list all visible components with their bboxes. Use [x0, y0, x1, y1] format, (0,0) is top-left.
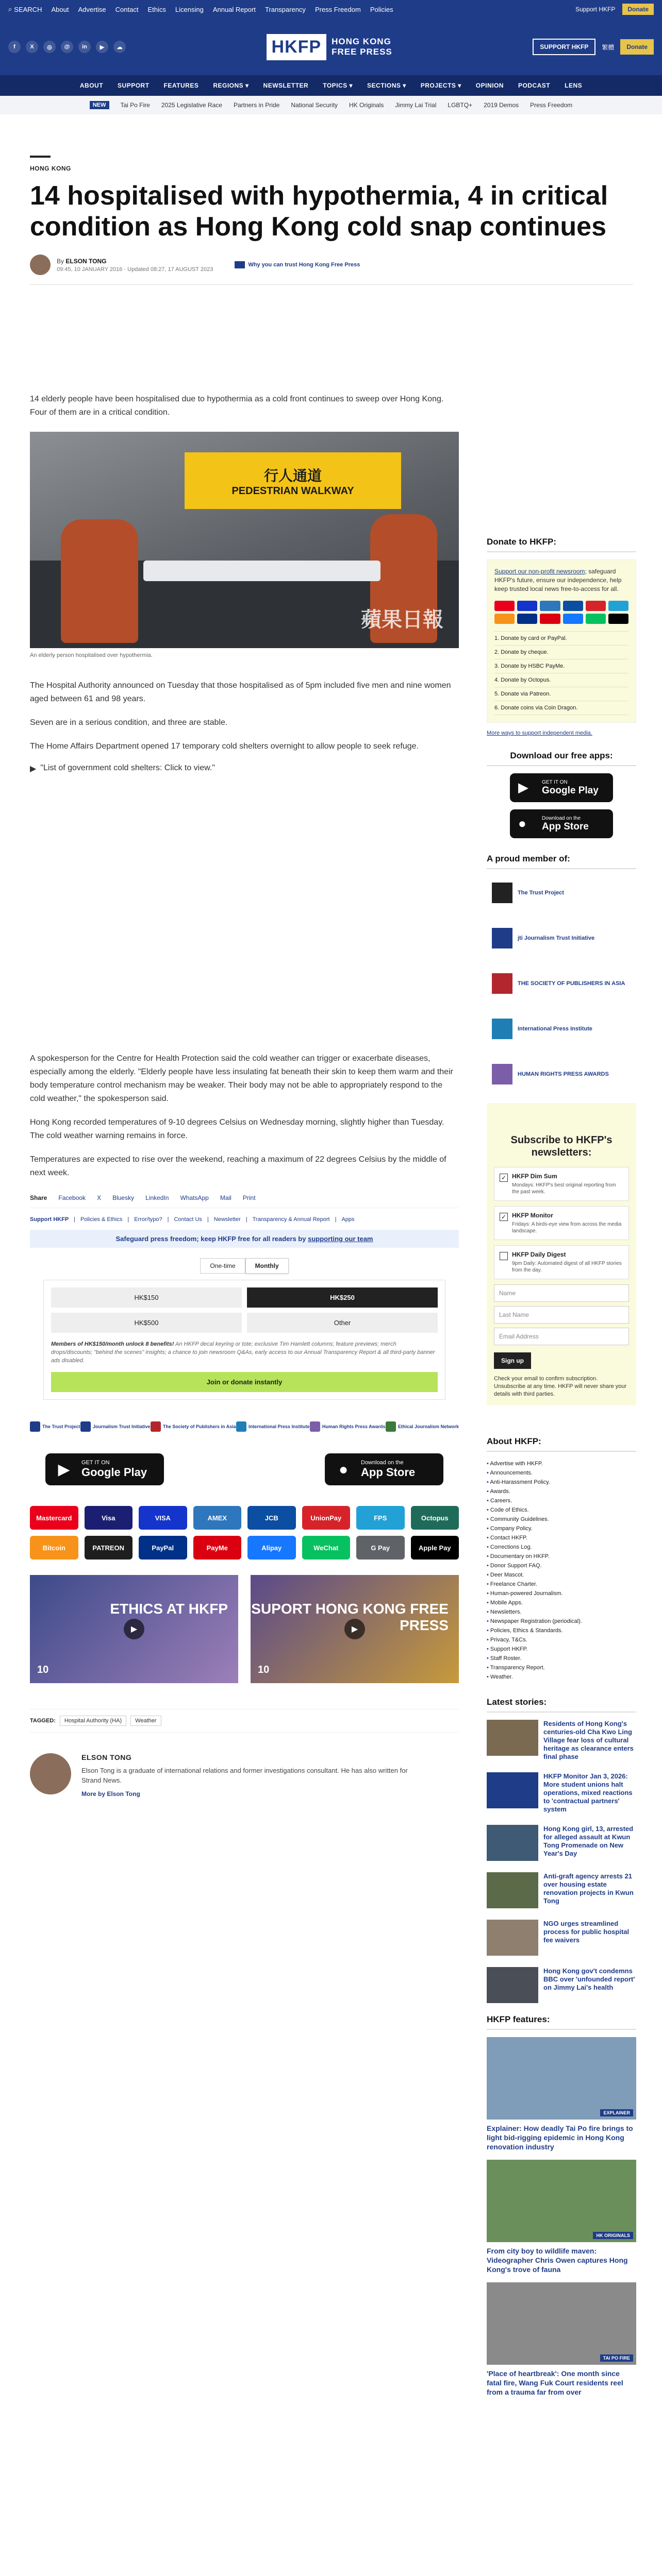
feature-image[interactable] [487, 2160, 636, 2242]
payment-logo[interactable]: G Pay [356, 1536, 405, 1560]
story-thumbnail[interactable] [487, 1967, 538, 2003]
trending-link[interactable]: LGBTQ+ [448, 101, 473, 109]
topbar-link-about[interactable]: About [51, 5, 69, 13]
sidebar-google-play-button[interactable]: ▶ GET IT ON Google Play [510, 773, 613, 802]
trending-link[interactable]: Tai Po Fire [120, 101, 150, 109]
about-link[interactable]: • Newsletters. [487, 1607, 636, 1617]
apps-link[interactable]: Apps [341, 1216, 355, 1223]
newsletter-name: HKFP Dim Sum [512, 1173, 557, 1180]
donate-method[interactable]: 2. Donate by cheque. [494, 646, 628, 659]
member-logo-text: The Trust Project [518, 890, 564, 896]
trending-link[interactable]: National Security [291, 101, 338, 109]
payment-logo[interactable]: AMEX [193, 1506, 242, 1530]
hero-image[interactable] [30, 432, 459, 648]
card-logo [494, 601, 515, 611]
article-paragraph: Temperatures are expected to rise over the weekend, reaching a maximum of 22 degrees Celsius by the middle of next week. [30, 1155, 446, 1177]
latest-stories [487, 1720, 636, 2003]
member-benefits: Members of HK$150/month unlock 8 benefits! An HKFP decal keyring or tote; exclusive Tim Hamlett columns; feature previews; merch drops/discounts; "behind the scenes" insights; a chance to join newsroom Q&As, early access to our Annual Transparency Report & all third-party banner ads disabled. [51, 1341, 435, 1364]
about-link[interactable]: • Policies, Ethics & Standards. [487, 1626, 636, 1635]
payment-methods [30, 1506, 459, 1560]
more-ways-link[interactable]: More ways to support independent media. [487, 730, 592, 736]
badge[interactable]: Journalism Trust Initiative [80, 1420, 151, 1433]
feature-headline[interactable]: 'Place of heartbreak': One month since fatal fire, Wang Fuk Court residents reel from a trauma far from over [487, 2369, 623, 2396]
latest-title: Latest stories: [487, 1697, 636, 1713]
video-promos [30, 1575, 459, 1683]
sidebar [487, 537, 636, 2405]
member-logo[interactable] [487, 1058, 636, 1091]
article-header [30, 156, 633, 285]
play-icon[interactable]: ▶ [124, 1619, 144, 1639]
amount-option-selected[interactable]: HK$250 [247, 1287, 438, 1308]
about-link[interactable]: • Anti-Harassment Policy. [487, 1478, 636, 1487]
monthly-tab[interactable]: Monthly [245, 1258, 289, 1274]
newsletter-description: Fridays: A birds-eye view from across the media landscape. [512, 1222, 622, 1234]
about-link[interactable]: • Documentary on HKFP. [487, 1552, 636, 1561]
sign-up-button[interactable]: Sign up [494, 1352, 531, 1369]
card-logo [563, 614, 583, 624]
proud-member-title: A proud member of: [487, 854, 636, 869]
disclosure-triangle-icon: ▶ [30, 765, 37, 773]
apple-icon: ● [518, 816, 526, 831]
amount-option[interactable]: HK$500 [51, 1313, 242, 1333]
article-body [30, 393, 459, 1798]
features-title: HKFP features: [487, 2014, 636, 2030]
about-link[interactable]: • Support HKFP. [487, 1645, 636, 1654]
google-play-icon: ▶ [518, 779, 528, 795]
main-nav [0, 75, 662, 96]
card-logo [540, 614, 560, 624]
feature-story[interactable] [487, 2160, 636, 2274]
payment-logo[interactable]: Bitcoin [30, 1536, 78, 1560]
amount-option-other[interactable]: Other [247, 1313, 438, 1333]
about-link[interactable]: • Community Guidelines. [487, 1515, 636, 1524]
article-paragraph: A spokesperson for the Centre for Health Protection said the cold weather can trigger or exacerbate diseases, especially among the elderly. "Elderly people have less insulating fat beneath their skin to keep them warm and their body temperature control mechanism may be weaker. Their body may not be able to appropriately respond to the cold weather," the spokesperson said. [30, 1054, 453, 1103]
member-logo[interactable] [487, 967, 636, 1000]
nav-lens[interactable]: LENS [565, 82, 583, 89]
member-logos [487, 876, 636, 1091]
about-link[interactable]: • Newspaper Registration (periodical). [487, 1617, 636, 1626]
share-whatsapp[interactable]: WhatsApp [180, 1194, 209, 1201]
about-link[interactable]: • Freelance Charter. [487, 1580, 636, 1589]
member-logo-text: HUMAN RIGHTS PRESS AWARDS [518, 1071, 609, 1077]
feature-label: TAI PO FIRE [600, 2354, 633, 2362]
story-thumbnail[interactable] [487, 1920, 538, 1956]
tag[interactable]: Hospital Authority (HA) [60, 1716, 126, 1726]
topbar-link-advertise[interactable]: Advertise [78, 5, 106, 13]
share-label: Share [30, 1194, 47, 1201]
about-link[interactable]: • Awards. [487, 1487, 636, 1496]
join-donate-button[interactable]: Join or donate instantly [51, 1372, 438, 1392]
newsletter-checkbox[interactable]: ✓ [500, 1174, 508, 1182]
badge[interactable]: International Press Institute [236, 1420, 310, 1433]
donate-title: Donate to HKFP: [487, 537, 636, 552]
trust-badge-icon [235, 261, 245, 268]
amount-option[interactable]: HK$150 [51, 1287, 242, 1308]
error-link[interactable]: Error/typo? [134, 1216, 162, 1223]
about-link[interactable]: • Deer Mascot. [487, 1570, 636, 1580]
payment-logo[interactable]: WeChat [302, 1536, 351, 1560]
masthead-donate-button[interactable]: Donate [620, 39, 654, 55]
about-links [487, 1459, 636, 1682]
share-bluesky[interactable]: Bluesky [112, 1194, 135, 1201]
nav-projects[interactable]: PROJECTS ▾ [420, 82, 461, 89]
card-logo [608, 614, 628, 624]
feature-headline[interactable]: Explainer: How deadly Tai Po fire brings to light bid-rigging epidemic in Hong Kong renovation industry [487, 2124, 633, 2151]
nav-sections[interactable]: SECTIONS ▾ [367, 82, 406, 89]
topbar-link-press-freedom[interactable]: Press Freedom [315, 5, 361, 13]
article-dates: 09:45, 10 JANUARY 2016 · Updated 08:27, 17 AUGUST 2023 [57, 266, 213, 273]
search-button[interactable]: ⌕ SEARCH [8, 5, 42, 13]
card-logo [494, 614, 515, 624]
donate-panel [487, 560, 636, 723]
google-play-icon: ▶ [58, 1461, 70, 1478]
tags-label: TAGGED: [30, 1718, 56, 1724]
support-hkfp-link[interactable]: Support HKFP [30, 1216, 69, 1223]
author-box [30, 1753, 459, 1798]
latest-story[interactable] [487, 1920, 636, 1956]
article-lede: 14 elderly people have been hospitalised due to hypothermia as a cold front continues to sweep over Hong Kong. Four of them are in a critical condition. [30, 395, 444, 417]
non-profit-link[interactable]: Support our non-profit newsroom [494, 568, 585, 575]
donate-method[interactable]: 1. Donate by card or PayPal. [494, 632, 628, 646]
ten-years-badge: 10 [258, 1664, 270, 1675]
email-input[interactable]: Email Address [494, 1328, 629, 1345]
author-name[interactable]: ELSON TONG [81, 1753, 132, 1761]
tag[interactable]: Weather [130, 1716, 161, 1726]
logo-mark: HKFP [267, 34, 327, 60]
badge[interactable]: The Society of Publishers in Asia [151, 1420, 236, 1433]
card-logo [517, 614, 537, 624]
apps-title: Download our free apps: [487, 751, 636, 766]
about-link[interactable]: • Announcements. [487, 1468, 636, 1478]
member-logo[interactable] [487, 1012, 636, 1045]
card-logo [586, 614, 606, 624]
donate-widget [43, 1258, 445, 1400]
article-paragraph: The Hospital Authority announced on Tuesday that those hospitalised as of 5pm included five men and nine women aged between 61 and 98 years. [30, 681, 451, 703]
support-video[interactable]: SUPORT HONG KONG FREE PRESS ▶ 10 [251, 1575, 459, 1683]
share-print[interactable]: Print [242, 1194, 256, 1201]
newsletter-name: HKFP Monitor [512, 1212, 553, 1219]
share-bar [30, 1194, 459, 1208]
author-avatar[interactable] [30, 255, 51, 275]
nav-podcast[interactable]: PODCAST [518, 82, 551, 89]
youtube-icon[interactable]: ▶ [96, 41, 108, 53]
nav-support[interactable]: SUPPORT [118, 82, 150, 89]
feature-image[interactable] [487, 2037, 636, 2120]
amount-panel [43, 1280, 445, 1400]
story-thumbnail[interactable] [487, 1872, 538, 1908]
card-logo [586, 601, 606, 611]
transparency-link[interactable]: Transparency & Annual Report [252, 1216, 330, 1223]
trending-link[interactable]: Press Freedom [530, 101, 573, 109]
threads-icon[interactable]: @ [61, 41, 73, 53]
nav-newsletter[interactable]: NEWSLETTER [263, 82, 309, 89]
ethics-video[interactable]: ETHICS AT HKFP ▶ 10 [30, 1575, 238, 1683]
topbar-link-licensing[interactable]: Licensing [175, 5, 204, 13]
about-link[interactable]: • Advertise with HKFP. [487, 1459, 636, 1468]
feature-headline[interactable]: From city boy to wildlife maven: Videographer Chris Owen captures Hong Kong's trove of fauna [487, 2247, 628, 2274]
story-thumbnail[interactable] [487, 1825, 538, 1861]
topbar-link-policies[interactable]: Policies [370, 5, 393, 13]
nav-features[interactable]: FEATURES [163, 82, 199, 89]
payment-logo[interactable]: PayPal [139, 1536, 187, 1560]
share-x[interactable]: X [97, 1194, 102, 1201]
member-badges [30, 1420, 459, 1433]
feature-label: EXPLAINER [600, 2109, 633, 2116]
payment-logo[interactable]: JCB [247, 1506, 296, 1530]
member-logo-mark [492, 1019, 512, 1039]
trending-link[interactable]: 2019 Demos [484, 101, 519, 109]
subscribe-title: Subscribe to HKFP's newsletters: [510, 1134, 613, 1158]
donate-methods [494, 631, 628, 715]
badge[interactable]: The Trust Project [30, 1420, 80, 1433]
policies-link[interactable]: Policies & Ethics [80, 1216, 123, 1223]
about-link[interactable]: • Weather. [487, 1672, 636, 1682]
feature-image[interactable] [487, 2282, 636, 2365]
about-link[interactable]: • Staff Roster. [487, 1654, 636, 1663]
payment-logo[interactable]: FPS [356, 1506, 405, 1530]
member-logo[interactable] [487, 922, 636, 955]
payment-logo[interactable]: Octopus [411, 1506, 459, 1530]
nav-regions[interactable]: REGIONS ▾ [213, 82, 249, 89]
about-link[interactable]: • Code of Ethics. [487, 1505, 636, 1515]
latest-story[interactable] [487, 1872, 636, 1908]
article-paragraph: Seven are in a serious condition, and three are stable. [30, 718, 228, 727]
trending-link[interactable]: Partners in Pride [233, 101, 280, 109]
newsletter-description: Mondays: HKFP's best original reporting from the past week. [512, 1182, 616, 1195]
payment-logo[interactable]: Mastercard [30, 1506, 78, 1530]
badge[interactable]: Human Rights Press Awards [310, 1420, 386, 1433]
member-logo-mark [492, 1064, 512, 1084]
search-icon: ⌕ [8, 5, 12, 13]
card-logo [517, 601, 537, 611]
payment-logo[interactable]: Apple Pay [411, 1536, 459, 1560]
site-logo[interactable] [267, 34, 392, 60]
about-link[interactable]: • Donor Support FAQ. [487, 1561, 636, 1570]
share-mail[interactable]: Mail [220, 1194, 231, 1201]
feature-story[interactable] [487, 2037, 636, 2151]
donate-method[interactable]: 3. Donate by HSBC PayMe. [494, 659, 628, 673]
story-thumbnail[interactable] [487, 1720, 538, 1756]
about-link[interactable]: • Human-powered Journalism. [487, 1589, 636, 1598]
topbar-link-contact[interactable]: Contact [115, 5, 139, 13]
topbar-link-ethics[interactable]: Ethics [147, 5, 166, 13]
logo-words: HONG KONG FREE PRESS [332, 37, 392, 57]
topbar-donate-button[interactable]: Donate [622, 4, 654, 15]
story-headline[interactable]: Hong Kong gov't condemns BBC over 'unfounded report' on Jimmy Lai's health [543, 1967, 635, 1991]
topbar-support-link[interactable]: Support HKFP [575, 6, 616, 13]
support-hkfp-button[interactable]: SUPPORT HKFP [533, 39, 595, 55]
payment-logo[interactable]: UnionPay [302, 1506, 351, 1530]
name-input[interactable]: Name [494, 1284, 629, 1302]
feature-label: HK ORIGINALS [593, 2232, 633, 2239]
trending-link[interactable]: 2025 Legislative Race [161, 101, 222, 109]
article-paragraph: Hong Kong recorded temperatures of 9-10 degrees Celsius on Wednesday morning, slightly higher than Tuesday. The cold weather warning remains in force. [30, 1118, 444, 1140]
kicker-rule [30, 156, 51, 158]
story-headline[interactable]: Residents of Hong Kong's centuries-old Cha Kwo Ling Village fear loss of cultural heritage as clearance enters final phase [543, 1720, 634, 1760]
trending-link[interactable]: Jimmy Lai Trial [395, 101, 437, 109]
member-logo-text: jti Journalism Trust Initiative [518, 935, 595, 941]
safeguard-banner: Safeguard press freedom; keep HKFP free for all readers by supporting our team [30, 1230, 459, 1248]
x-icon[interactable]: X [26, 41, 38, 53]
badge[interactable]: Ethical Journalism Network [386, 1420, 459, 1433]
pedestrian-walkway-sign: 行人通道 PEDESTRIAN WALKWAY [185, 452, 401, 509]
app-store-buttons [45, 1453, 443, 1485]
donate-method[interactable]: 6. Donate coins via Coin Dragon. [494, 701, 628, 715]
newsletter-signup [487, 1103, 636, 1405]
google-play-button[interactable]: ▶ GET IT ON Google Play [45, 1453, 164, 1485]
story-headline[interactable]: Anti-graft agency arrests 21 over housing estate renovation projects in Kwun Tong [543, 1872, 634, 1905]
nav-opinion[interactable]: OPINION [475, 82, 504, 89]
about-link[interactable]: • Contact HKFP. [487, 1533, 636, 1543]
about-title: About HKFP: [487, 1436, 636, 1452]
payment-logo[interactable]: VISA [139, 1506, 187, 1530]
about-link[interactable]: • Transparency Report. [487, 1663, 636, 1672]
latest-story[interactable] [487, 1825, 636, 1861]
member-logo-mark [492, 928, 512, 948]
play-icon[interactable]: ▶ [344, 1619, 365, 1639]
feature-story[interactable] [487, 2282, 636, 2397]
newsletter-checkbox[interactable] [500, 1252, 508, 1260]
linkedin-icon[interactable]: in [78, 41, 91, 53]
tags-row [30, 1709, 459, 1733]
stretcher [143, 561, 380, 581]
card-logo [563, 601, 583, 611]
nav-about[interactable]: ABOUT [79, 82, 104, 89]
image-caption: An elderly person hospitalised over hypothermia. [30, 652, 153, 658]
card-logo [540, 601, 560, 611]
ten-years-badge: 10 [37, 1664, 49, 1675]
about-link[interactable]: • Company Policy. [487, 1524, 636, 1533]
byline-author: By ELSON TONG [57, 257, 107, 265]
story-headline[interactable]: Hong Kong girl, 13, arrested for alleged assault at Kwun Tong Promenade on New Year's Day [543, 1825, 634, 1857]
support-links: Support HKFP | Policies & Ethics | Error/typo? | Contact Us | Newsletter | Transparency & Annual Report | Apps [30, 1216, 355, 1223]
latest-story[interactable] [487, 1772, 636, 1814]
payment-logo[interactable]: PayMe [193, 1536, 242, 1560]
payment-cards [494, 601, 628, 624]
about-link[interactable]: • Mobile Apps. [487, 1598, 636, 1607]
article-category[interactable]: HONG KONG [30, 165, 71, 172]
top-bar [0, 0, 662, 19]
bluesky-icon[interactable]: ☁ [113, 41, 126, 53]
member-logo[interactable] [487, 876, 636, 909]
one-time-tab[interactable]: One-time [200, 1258, 245, 1274]
instagram-icon[interactable]: ◎ [43, 41, 56, 53]
frequency-toggle [43, 1258, 445, 1274]
social-links [8, 41, 126, 53]
new-badge: NEW [90, 101, 109, 109]
payment-logo[interactable]: PATREON [85, 1536, 133, 1560]
latest-story[interactable] [487, 1720, 636, 1761]
donate-method[interactable]: 5. Donate via Patreon. [494, 687, 628, 701]
newsletter-option[interactable] [494, 1167, 629, 1201]
newsletter-option[interactable] [494, 1206, 629, 1240]
newsletter-description: 9pm Daily: Automated digest of all HKFP stories from the day. [512, 1261, 622, 1273]
topbar-link-transparency[interactable]: Transparency [264, 5, 306, 13]
story-headline[interactable]: NGO urges streamlined process for public hospital fee waivers [543, 1920, 630, 1944]
paramedic-figure [61, 519, 138, 643]
about-link[interactable]: • Careers. [487, 1496, 636, 1505]
cold-shelters-toggle[interactable]: ▶ "List of government cold shelters: Click to view." [30, 764, 215, 773]
last-name-input[interactable]: Last Name [494, 1306, 629, 1324]
share-linkedin[interactable]: LinkedIn [145, 1194, 169, 1201]
about-link[interactable]: • Privacy, T&Cs. [487, 1635, 636, 1645]
facebook-icon[interactable]: f [8, 41, 21, 53]
feature-stories [487, 2037, 636, 2397]
more-by-author-link[interactable]: More by Elson Tong [81, 1790, 140, 1798]
masthead [0, 19, 662, 75]
story-headline[interactable]: HKFP Monitor Jan 3, 2026: More student unions halt operations, mixed reactions to 'contractual partners' system [543, 1772, 633, 1813]
language-switch[interactable]: 繁體 [602, 43, 615, 51]
about-link[interactable]: • Corrections Log. [487, 1543, 636, 1552]
trending-bar [0, 96, 662, 114]
payment-logo[interactable]: Alipay [247, 1536, 296, 1560]
latest-story[interactable] [487, 1967, 636, 2003]
trust-link[interactable]: Why you can trust Hong Kong Free Press [235, 261, 360, 268]
donate-message: Support our non-profit newsroom; safeguard HKFP's future, ensure our independence, help keep trusted local news free-to-access for all. [494, 568, 622, 592]
share-facebook[interactable]: Facebook [58, 1194, 86, 1201]
contact-link[interactable]: Contact Us [174, 1216, 202, 1223]
apple-icon: ● [338, 1461, 349, 1478]
article-paragraph: The Home Affairs Department opened 17 temporary cold shelters overnight to allow people to seek refuge. [30, 742, 419, 751]
newsletter-name: HKFP Daily Digest [512, 1251, 566, 1258]
signup-note: Check your email to confirm subscription. Unsubscribe at any time. HKFP will never share your details with third parties. [494, 1376, 627, 1397]
payment-logo[interactable]: Visa [85, 1506, 133, 1530]
newsletter-option[interactable] [494, 1245, 629, 1279]
author-photo[interactable] [30, 1753, 71, 1794]
image-watermark: 蘋果日報 [361, 608, 443, 631]
member-logo-mark [492, 883, 512, 903]
nav-topics[interactable]: TOPICS ▾ [323, 82, 353, 89]
app-store-button[interactable]: ● Download on the App Store [325, 1453, 443, 1485]
member-logo-text: THE SOCIETY OF PUBLISHERS IN ASIA [518, 980, 625, 987]
byline [30, 255, 633, 285]
support-team-link[interactable]: supporting our team [308, 1235, 373, 1243]
donate-method[interactable]: 4. Donate by Octopus. [494, 673, 628, 687]
member-logo-text: International Press Institute [518, 1026, 592, 1032]
story-thumbnail[interactable] [487, 1772, 538, 1808]
article-headline: 14 hospitalised with hypothermia, 4 in critical condition as Hong Kong cold snap continues [30, 181, 608, 242]
newsletter-checkbox[interactable]: ✓ [500, 1213, 508, 1221]
author-link[interactable]: ELSON TONG [65, 257, 107, 265]
sidebar-app-store-button[interactable]: ● Download on the App Store [510, 809, 613, 838]
newsletter-options [494, 1167, 629, 1279]
topbar-link-annual-report[interactable]: Annual Report [212, 5, 256, 13]
member-logo-mark [492, 973, 512, 994]
card-logo [608, 601, 628, 611]
newsletter-link[interactable]: Newsletter [213, 1216, 241, 1223]
author-bio: Elson Tong is a graduate of international relations and former investigations consultant. He has also written for Strand News. [81, 1767, 408, 1784]
trending-link[interactable]: HK Originals [349, 101, 384, 109]
